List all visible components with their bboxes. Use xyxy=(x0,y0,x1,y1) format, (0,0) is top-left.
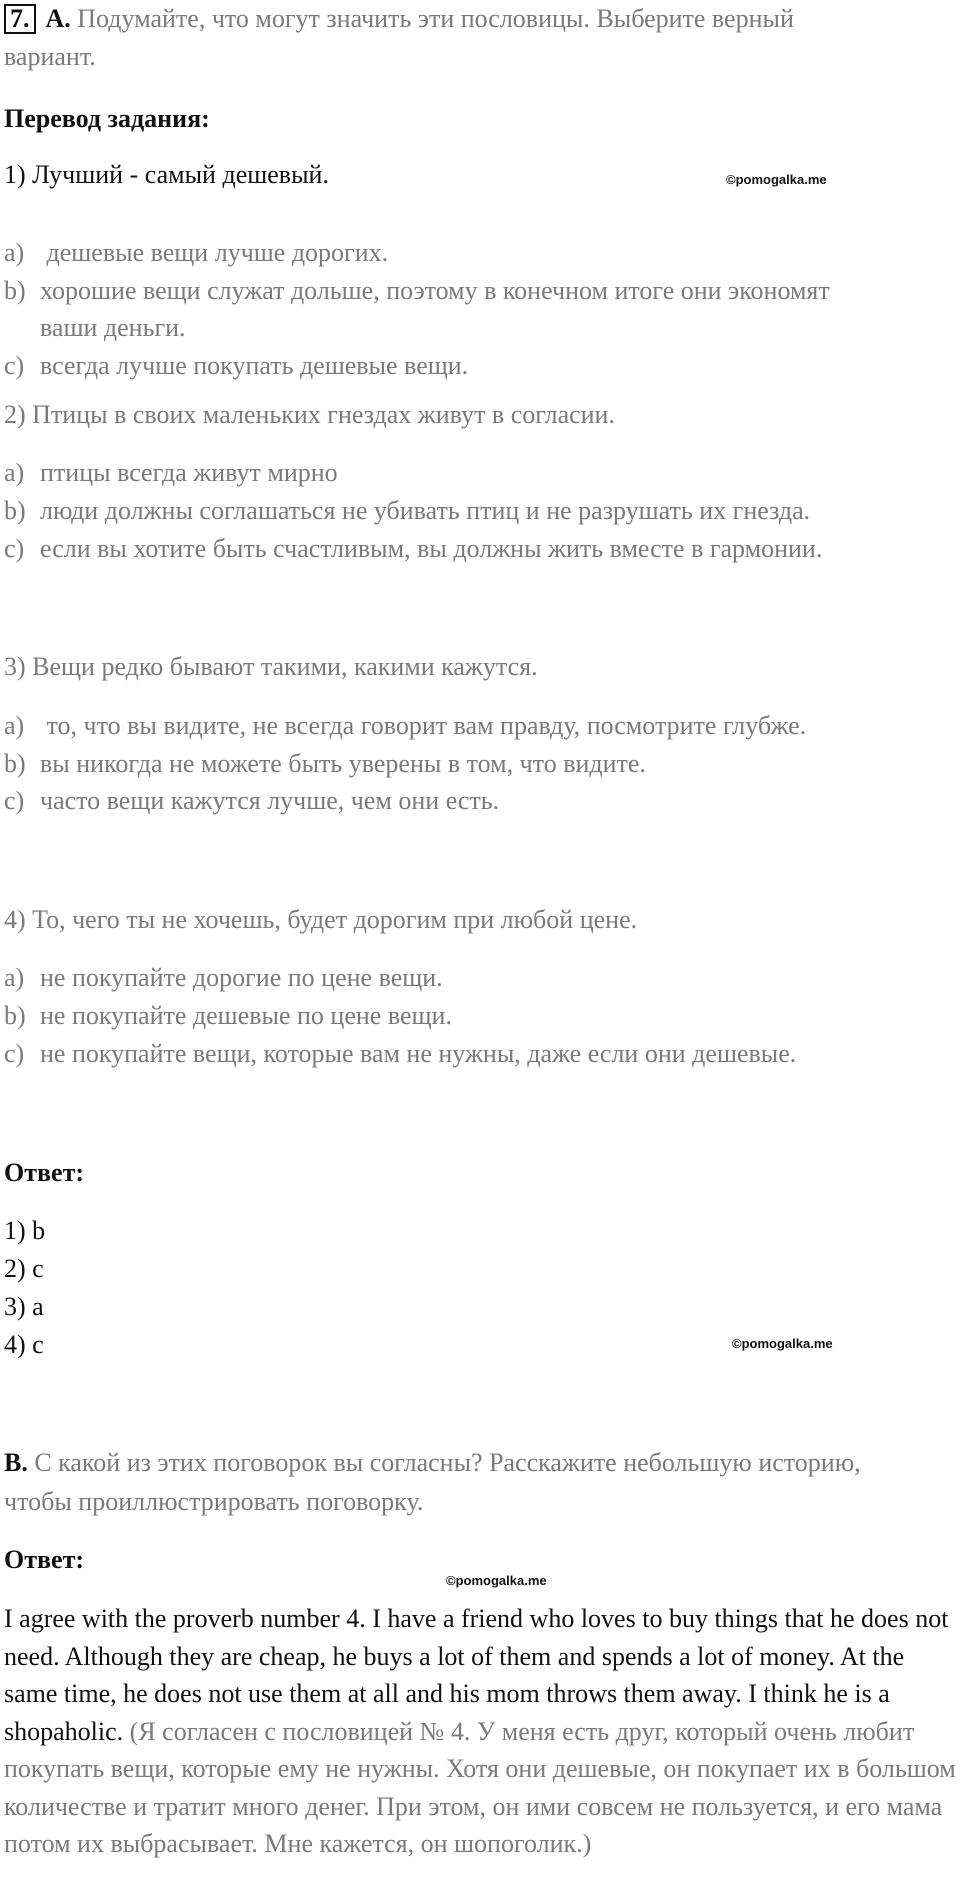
option-text: часто вещи кажутся лучше, чем они есть. xyxy=(40,786,500,815)
watermark: ©pomogalka.me xyxy=(446,1573,547,1588)
task-number: 7. xyxy=(4,4,36,34)
answer-b-heading: Ответ: xyxy=(4,1545,85,1574)
option-letter: a) xyxy=(4,238,25,267)
answer-item-3: 3) a xyxy=(4,1292,44,1321)
q1-option-a xyxy=(4,238,388,268)
answer-item-1: 1) b xyxy=(4,1216,46,1245)
option-letter: b) xyxy=(4,749,26,778)
q4-option-c xyxy=(4,1039,796,1069)
option-text: не покупайте вещи, которые вам не нужны, даже если они дешевые. xyxy=(40,1039,797,1068)
answer-b-paragraph xyxy=(4,1600,956,1863)
watermark: ©pomogalka.me xyxy=(732,1336,833,1351)
option-letter: a) xyxy=(4,963,25,992)
option-letter: b) xyxy=(4,1001,26,1030)
q4-option-a xyxy=(4,963,443,993)
translation-heading: Перевод задания: xyxy=(4,104,210,133)
option-letter: b) xyxy=(4,496,26,525)
watermark: ©pomogalka.me xyxy=(726,172,827,187)
part-a-label: A. xyxy=(45,4,71,33)
option-letter: a) xyxy=(4,458,25,487)
option-letter: c) xyxy=(4,786,25,815)
question-1-title: 1) Лучший - самый дешевый. xyxy=(4,160,329,189)
question-4-title: 4) То, чего ты не хочешь, будет дорогим при любой цене. xyxy=(4,905,638,934)
option-text: вы никогда не можете быть уверены в том, что видите. xyxy=(40,749,646,778)
option-text: не покупайте дешевые по цене вещи. xyxy=(40,1001,452,1030)
part-a-text-2: вариант. xyxy=(4,42,96,71)
part-b-text-1: С какой из этих поговорок вы согласны? Расскажите небольшую историю, xyxy=(34,1448,861,1477)
q1-option-c xyxy=(4,351,468,381)
option-text: если вы хотите быть счастливым, вы должны жить вместе в гармонии. xyxy=(40,534,823,563)
option-text: птицы всегда живут мирно xyxy=(40,458,338,487)
answer-english: I agree with the proverb number 4. I have a friend who loves to buy things that he does not need. Although they are cheap, he buys a lot of them and spends a lot of money. At the same time, he does not use them at all and his mom throws them away. I think he is a shopaholic. xyxy=(4,1604,949,1746)
task-header-line-1 xyxy=(4,4,794,34)
q1-option-b-cont xyxy=(4,313,186,343)
option-text: дешевые вещи лучше дорогих. xyxy=(40,238,389,267)
q2-option-b xyxy=(4,496,810,526)
option-text: ваши деньги. xyxy=(40,313,186,342)
q2-option-c xyxy=(4,534,822,564)
part-b-label: B. xyxy=(4,1448,28,1477)
part-b-text-2: чтобы проиллюстрировать поговорку. xyxy=(4,1487,424,1516)
option-text: не покупайте дорогие по цене вещи. xyxy=(40,963,443,992)
answer-item-2: 2) c xyxy=(4,1254,44,1283)
q3-option-a xyxy=(4,711,806,741)
answer-a-heading: Ответ: xyxy=(4,1158,85,1187)
question-3-title: 3) Вещи редко бывают такими, какими кажутся. xyxy=(4,652,538,681)
q2-option-a xyxy=(4,458,338,488)
option-text: хорошие вещи служат дольше, поэтому в конечном итоге они экономят xyxy=(40,276,830,305)
option-letter: c) xyxy=(4,534,25,563)
part-a-text-1: Подумайте, что могут значить эти пословицы. Выберите верный xyxy=(77,4,794,33)
option-text: люди должны соглашаться не убивать птиц и не разрушать их гнезда. xyxy=(40,496,811,525)
q3-option-c xyxy=(4,786,499,816)
option-text: всегда лучше покупать дешевые вещи. xyxy=(40,351,469,380)
option-letter: b) xyxy=(4,276,26,305)
option-letter: a) xyxy=(4,711,25,740)
part-b-line-1 xyxy=(4,1448,861,1478)
answer-russian: (Я согласен с пословицей № 4. У меня есть друг, который очень любит покупать вещи, которые ему не нужны. Хотя они дешевые, он покупает их в большом количестве и тратит много денег. При этом, он ими совсем не пользуется, и его мама потом их выбрасывает. Мне кажется, он шопоголик.) xyxy=(4,1716,956,1858)
option-text: то, что вы видите, не всегда говорит вам правду, посмотрите глубже. xyxy=(40,711,807,740)
option-letter: c) xyxy=(4,1039,25,1068)
q1-option-b xyxy=(4,276,830,306)
option-letter: c) xyxy=(4,351,25,380)
q4-option-b xyxy=(4,1001,452,1031)
answer-item-4: 4) c xyxy=(4,1330,44,1359)
question-2-title: 2) Птицы в своих маленьких гнездах живут в согласии. xyxy=(4,400,615,429)
q3-option-b xyxy=(4,749,646,779)
